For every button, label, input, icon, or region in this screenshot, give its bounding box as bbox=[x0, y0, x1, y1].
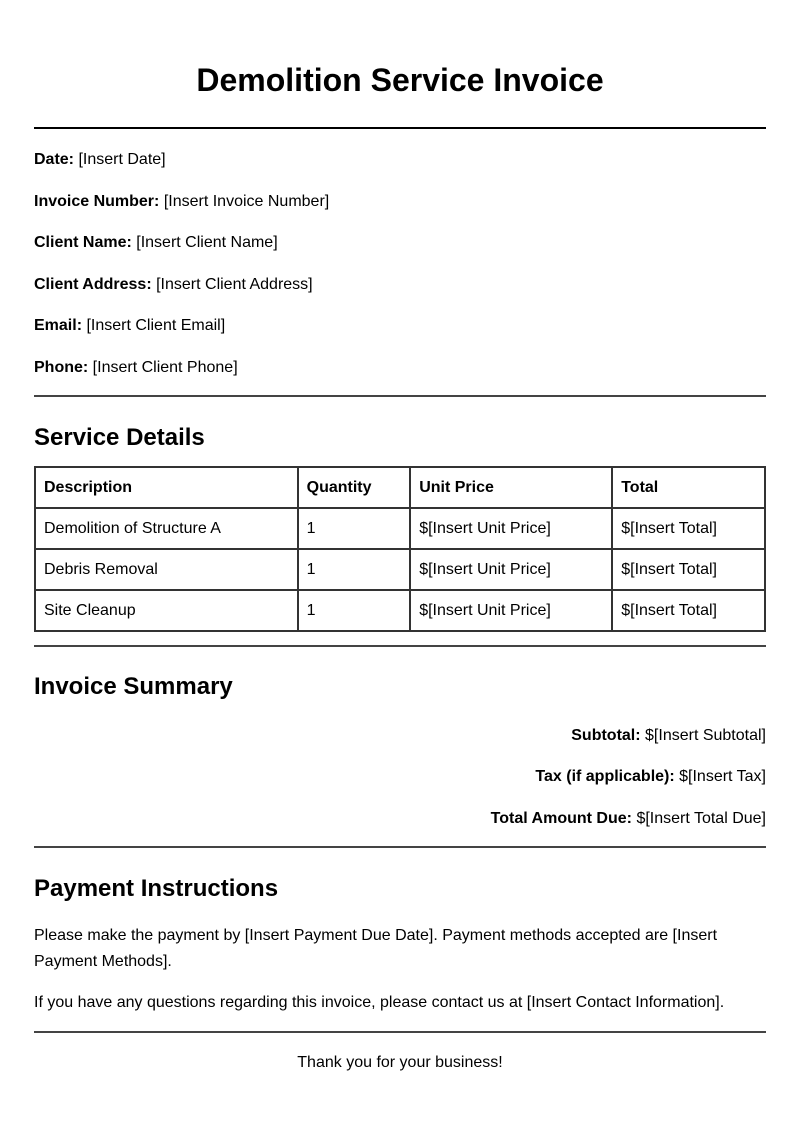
service-details-heading: Service Details bbox=[34, 424, 205, 451]
cell-unit-price: $[Insert Unit Price] bbox=[410, 590, 612, 631]
date-line bbox=[34, 150, 166, 170]
page-title: Demolition Service Invoice bbox=[196, 62, 604, 98]
client-name-label: Client Name: bbox=[34, 234, 132, 251]
phone-label: Phone: bbox=[34, 359, 89, 376]
column-header-quantity: Quantity bbox=[298, 467, 411, 508]
invoice-number-value: [Insert Invoice Number] bbox=[163, 193, 330, 210]
invoice-number-label: Invoice Number: bbox=[34, 193, 160, 210]
table-row bbox=[35, 508, 765, 549]
phone-value: [Insert Client Phone] bbox=[92, 359, 238, 376]
client-address-value: [Insert Client Address] bbox=[156, 276, 313, 293]
cell-description: Site Cleanup bbox=[35, 590, 298, 631]
column-header-unit-price: Unit Price bbox=[410, 467, 612, 508]
phone-line bbox=[34, 358, 238, 378]
cell-unit-price: $[Insert Unit Price] bbox=[410, 549, 612, 590]
cell-total: $[Insert Total] bbox=[612, 549, 765, 590]
subtotal-line bbox=[571, 726, 766, 746]
table-row bbox=[35, 590, 765, 631]
email-line bbox=[34, 316, 225, 336]
cell-description: Demolition of Structure A bbox=[35, 508, 298, 549]
invoice-summary-heading: Invoice Summary bbox=[34, 673, 233, 700]
email-label: Email: bbox=[34, 317, 83, 334]
subtotal-value: $[Insert Subtotal] bbox=[645, 727, 766, 744]
services-divider bbox=[34, 645, 766, 647]
contact-paragraph: If you have any questions regarding this invoice, please contact us at [Insert Contact Information]. bbox=[34, 994, 725, 1011]
thank-you-message: Thank you for your business! bbox=[297, 1054, 503, 1071]
cell-quantity: 1 bbox=[298, 549, 411, 590]
table-header-row bbox=[35, 467, 765, 508]
client-address-line bbox=[34, 275, 313, 295]
service-details-table bbox=[34, 466, 766, 632]
column-header-description: Description bbox=[35, 467, 298, 508]
payment-paragraph: Please make the payment by [Insert Payment Due Date]. Payment methods accepted are [Insert Payment Methods]. bbox=[34, 927, 718, 970]
summary-divider bbox=[34, 846, 766, 848]
client-address-label: Client Address: bbox=[34, 276, 152, 293]
tax-line bbox=[535, 767, 766, 787]
payment-divider bbox=[34, 1031, 766, 1033]
cell-total: $[Insert Total] bbox=[612, 590, 765, 631]
tax-value: $[Insert Tax] bbox=[679, 768, 766, 785]
cell-unit-price: $[Insert Unit Price] bbox=[410, 508, 612, 549]
table-row bbox=[35, 549, 765, 590]
subtotal-label: Subtotal: bbox=[571, 727, 641, 744]
tax-label: Tax (if applicable): bbox=[535, 768, 675, 785]
total-due-line bbox=[491, 809, 766, 829]
email-value: [Insert Client Email] bbox=[86, 317, 226, 334]
column-header-total: Total bbox=[612, 467, 765, 508]
title-divider bbox=[34, 127, 766, 129]
date-value: [Insert Date] bbox=[78, 151, 166, 168]
cell-description: Debris Removal bbox=[35, 549, 298, 590]
total-due-value: $[Insert Total Due] bbox=[636, 810, 766, 827]
cell-total: $[Insert Total] bbox=[612, 508, 765, 549]
invoice-number-line bbox=[34, 192, 329, 212]
payment-instructions-heading: Payment Instructions bbox=[34, 875, 279, 902]
cell-quantity: 1 bbox=[298, 508, 411, 549]
cell-quantity: 1 bbox=[298, 590, 411, 631]
info-divider bbox=[34, 395, 766, 397]
client-name-value: [Insert Client Name] bbox=[136, 234, 278, 251]
client-name-line bbox=[34, 233, 278, 253]
date-label: Date: bbox=[34, 151, 75, 168]
total-due-label: Total Amount Due: bbox=[490, 810, 632, 827]
